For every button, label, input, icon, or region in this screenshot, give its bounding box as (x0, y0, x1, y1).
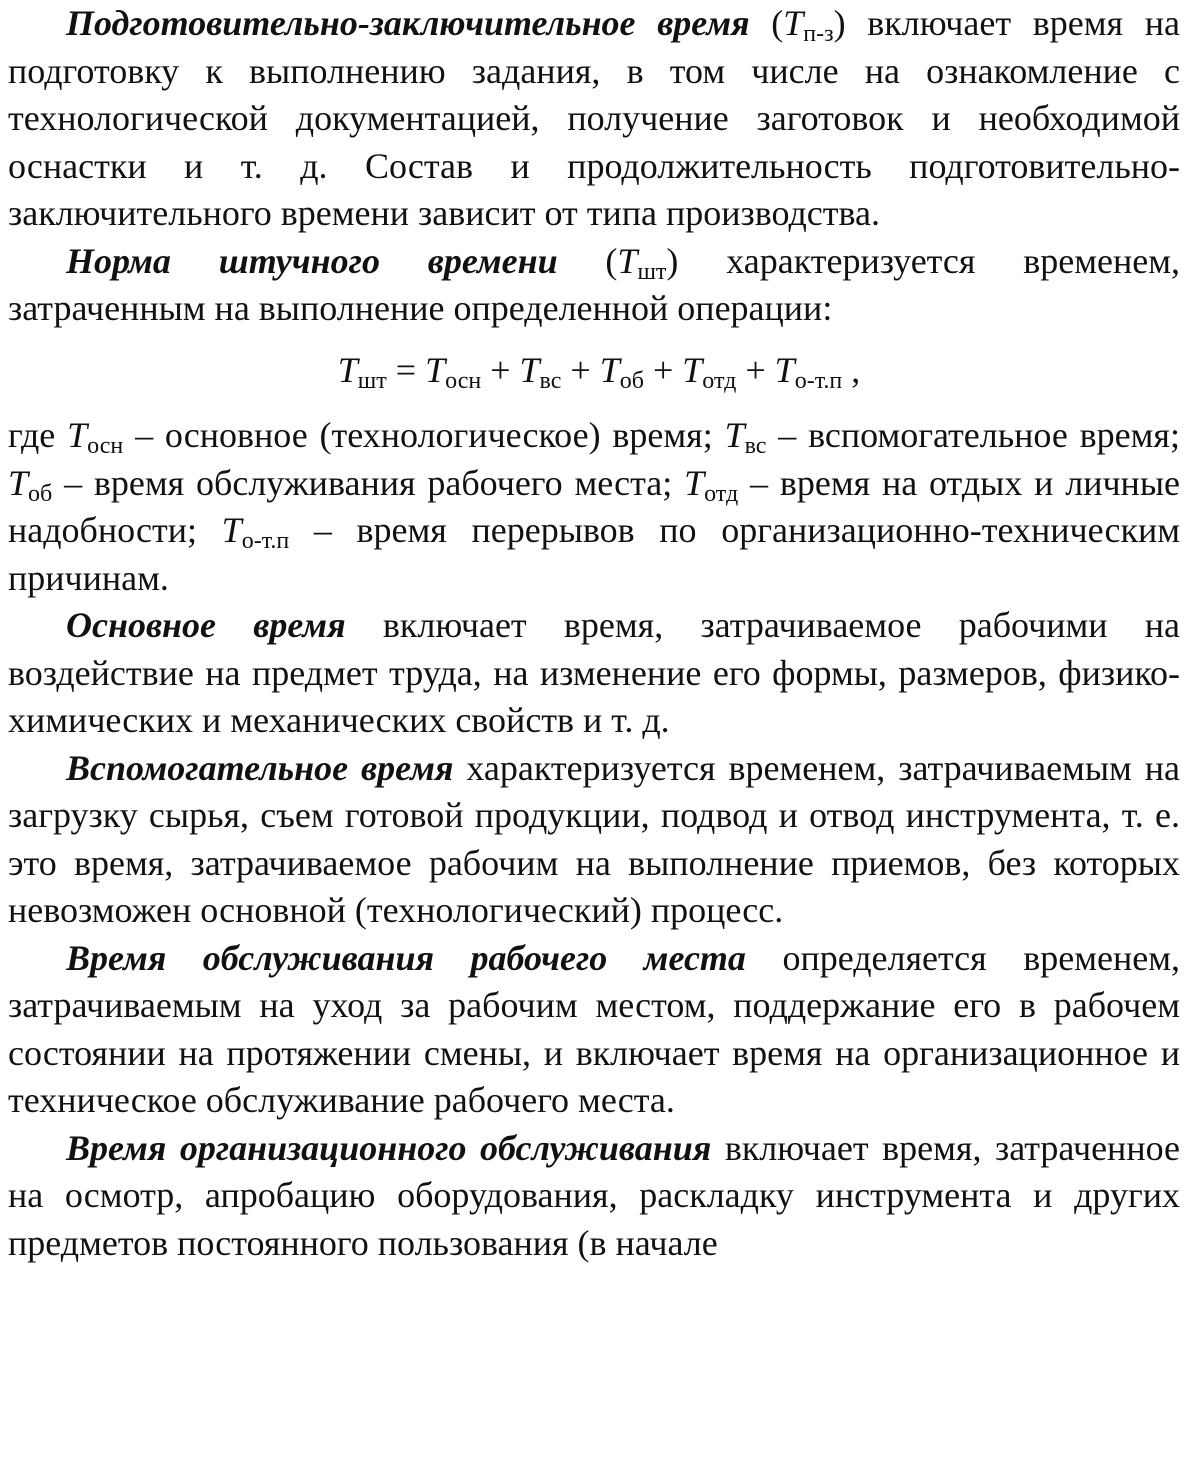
formula-term-symbol: T (425, 349, 446, 390)
symbol-t: T (617, 240, 638, 281)
paragraph-definitions (8, 412, 1180, 602)
term-workplace-service-time: Время обслуживания рабочего места (66, 937, 746, 978)
definition-symbol: T (8, 462, 29, 503)
paragraph-auxiliary-time (8, 745, 1180, 935)
subscript: шт (637, 258, 667, 285)
formula-term-symbol: T (774, 349, 795, 390)
formula-term-subscript: об (619, 367, 644, 394)
document-page (8, 0, 1180, 1483)
formula-term-subscript: отд (702, 367, 737, 394)
definition-subscript: вс (744, 433, 767, 459)
paragraph-text: ) характеризуется временем, затраченным на выполнение определенной операции: (8, 240, 1180, 328)
term-preparatory-time: Подготовительно-заключительное время (66, 3, 750, 43)
term-main-time: Основное время (66, 605, 346, 645)
paragraph-text: включает время, затраченное на осмотр, апробацию оборудования, раскладку инструмента и других предметов постоянного пользования (в начале (8, 1127, 1180, 1263)
definition-text: – основное (технологическое) время; (123, 415, 725, 455)
formula-plus: + (736, 349, 775, 390)
formula-plus: + (643, 349, 683, 390)
definition-subscript: осн (87, 433, 124, 459)
open-paren: ( (749, 3, 784, 43)
definitions-lead: где (8, 415, 68, 455)
formula-plus: + (561, 349, 600, 390)
paragraph-text: ) включает время на подготовку к выполнению задания, в том числе на ознакомление с технологической документацией, получение заготовок и необходимой оснастки и т. д. Состав и продолжительность подготовительно-заключительного времени зависит от типа производства. (8, 3, 1180, 233)
formula-term-symbol: T (519, 349, 540, 390)
definition-text: – время обслуживания рабочего места; (52, 462, 685, 503)
definition-symbol: T (221, 510, 242, 550)
definition-subscript: о-т.п (241, 528, 290, 554)
term-organizational-service-time: Время организационного обслуживания (66, 1127, 712, 1168)
formula-lhs-symbol: T (337, 349, 358, 390)
definition-symbol: T (724, 415, 745, 455)
formula-term-symbol: T (682, 349, 703, 390)
paragraph-piece-time-norm (8, 238, 1180, 333)
definition-symbol: T (67, 415, 88, 455)
formula-piece-time (8, 347, 1180, 395)
term-auxiliary-time: Вспомогательное время (66, 747, 454, 788)
paragraph-text: характеризуется временем, затрачиваемым на загрузку сырья, съем готовой продукции, подвод и отвод инструмента, т. е. это время, затрачиваемое рабочим на выполнение приемов, без которых невозможен основной (технологический) процесс. (8, 747, 1180, 930)
definition-text: – время на отдых и личные надобности; (8, 462, 1180, 550)
formula-equals: = (386, 349, 426, 390)
term-piece-time-norm: Норма штучного времени (66, 240, 558, 281)
symbol-t: T (783, 3, 804, 43)
open-paren: ( (557, 240, 618, 281)
definition-text: – время перерывов по организационно-техническим причинам. (8, 510, 1180, 598)
formula-term-subscript: о-т.п (794, 367, 843, 394)
definition-subscript: отд (704, 480, 739, 507)
definition-symbol: T (684, 462, 705, 503)
definition-text: – вспомогательное время; (766, 415, 1180, 455)
paragraph-organizational-service-time (8, 1125, 1180, 1268)
formula-tail: , (842, 349, 861, 390)
formula-lhs-subscript: шт (357, 367, 387, 394)
paragraph-preparatory-time (8, 0, 1180, 238)
paragraph-text: определяется временем, затрачиваемым на уход за рабочим местом, поддержание его в рабочем состоянии на протяжении смены, и включает время на организационное и техническое обслуживание рабочего места. (8, 937, 1180, 1120)
formula-term-subscript: вс (539, 367, 562, 394)
formula-term-subscript: осн (445, 367, 482, 394)
paragraph-main-time (8, 602, 1180, 745)
formula-term-symbol: T (599, 349, 620, 390)
paragraph-workplace-service-time (8, 935, 1180, 1125)
subscript: п-з (803, 21, 834, 47)
definition-subscript: об (28, 480, 53, 507)
paragraph-text: включает время, затрачиваемое рабочими на воздействие на предмет труда, на изменение его формы, размеров, физико-химических и механических свойств и т. д. (8, 605, 1180, 740)
formula-plus: + (481, 349, 520, 390)
